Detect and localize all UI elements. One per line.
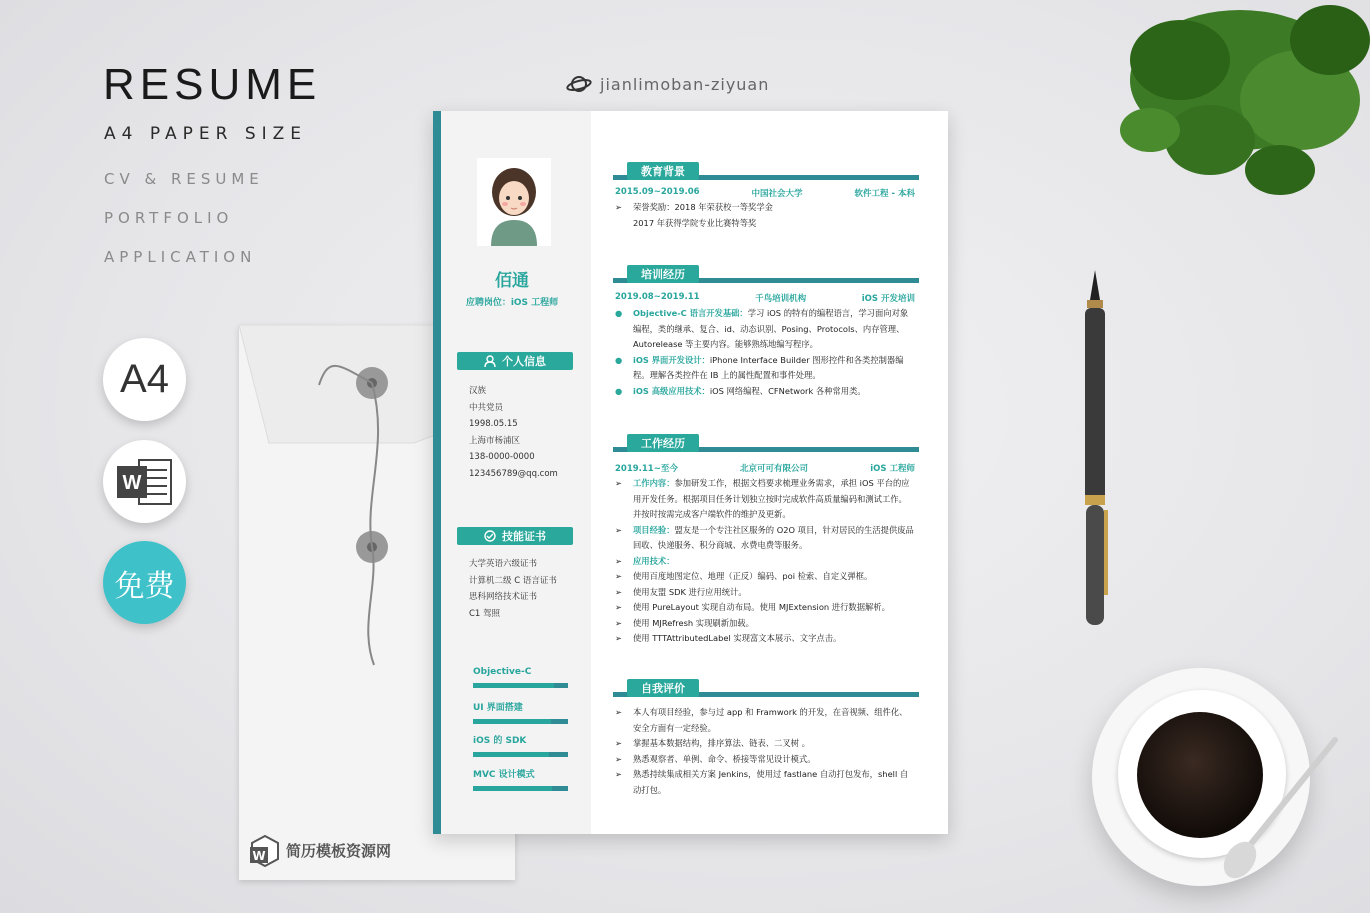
- personal-item: 汉族: [469, 386, 487, 396]
- watermark-text: jianlimoban-ziyuan: [600, 74, 770, 94]
- self-eval-title: 自我评价: [627, 679, 699, 697]
- work-body: [615, 476, 915, 647]
- line-label: 应用技术：: [633, 555, 675, 566]
- bullet-marker: ➢: [615, 617, 622, 628]
- skill-bar: [473, 719, 568, 724]
- line-label: 工作内容：: [633, 478, 675, 488]
- cert-item: C1 驾照: [469, 608, 501, 619]
- resume-line: [615, 736, 915, 752]
- watermark: [566, 73, 769, 95]
- certs-title: 技能证书: [502, 530, 546, 543]
- bullet-marker: ➢: [615, 769, 622, 779]
- line-body: [633, 476, 915, 523]
- word-logo-icon: [248, 833, 282, 867]
- envelope-logo-text: 简历模板资源网: [286, 841, 392, 860]
- line-text: 使用 PureLayout 实现自动布局。使用 MJExtension 进行数据解析。: [633, 602, 890, 612]
- promo-tag: PORTFOLIO: [104, 209, 234, 227]
- work-heading: [613, 434, 919, 454]
- cert-item: 大学英语六级证书: [469, 559, 538, 569]
- line-body: [633, 569, 872, 585]
- resume-line: [615, 767, 915, 798]
- line-text: 熟悉持续集成相关方案 Jenkins，使用过 fastlane 自动打包发布，shell 自动打包。: [633, 769, 909, 795]
- sidebar-stripe: [433, 111, 441, 834]
- promo-tag: APPLICATION: [104, 248, 257, 266]
- line-text: 使用 TTTAttributedLabel 实现富文本展示、文字点击。: [633, 633, 842, 643]
- line-text: 本人有项目经验，参与过 app 和 Framwork 的开发，在音视频、组件化、安全方面有一定经验。: [633, 707, 908, 733]
- certs-heading: [457, 527, 573, 545]
- line-text: iOS 网络编程、CFNetwork 各种常用类。: [709, 385, 866, 396]
- certs-list: [469, 556, 557, 622]
- resume-line: [615, 585, 915, 601]
- training-heading: [613, 265, 919, 285]
- bullet-marker: ➢: [615, 478, 622, 488]
- skill-item: [473, 733, 568, 757]
- resume-sidebar: [433, 111, 591, 834]
- training-course: iOS 开发培训: [861, 294, 915, 304]
- skill-name: Objective-C: [473, 667, 532, 677]
- line-body: [633, 631, 841, 647]
- resume-line: [615, 705, 915, 736]
- training-meta: [615, 292, 915, 304]
- bullet-marker: ●: [615, 385, 623, 396]
- work-meta: [615, 462, 915, 474]
- line-text: 熟悉观察者、单例、命令、桥接等常见设计模式。: [633, 753, 816, 764]
- envelope-logo: [248, 833, 391, 867]
- bullet-marker: ➢: [615, 738, 622, 748]
- line-body: [633, 384, 866, 400]
- education-body: [615, 200, 915, 231]
- skill-item: [473, 667, 568, 688]
- personal-item: 中共党员: [469, 402, 504, 413]
- line-body: [633, 523, 915, 554]
- resume-line: [615, 616, 915, 632]
- line-text: 使用友盟 SDK 进行应用统计。: [633, 586, 747, 597]
- bullet-marker: ➢: [615, 202, 622, 212]
- planet-icon: [566, 73, 592, 95]
- resume-line: [615, 600, 915, 616]
- personal-info-list: [469, 383, 558, 482]
- resume-line: [615, 523, 915, 554]
- line-text: 掌握基本数据结构，排序算法、链表、二叉树 。: [633, 738, 810, 748]
- user-icon: [484, 355, 496, 367]
- self-eval-body: [615, 705, 915, 798]
- skill-bar: [473, 752, 568, 757]
- education-major: 软件工程 - 本科: [854, 189, 915, 199]
- line-body: [633, 767, 915, 798]
- resume-line: [615, 306, 915, 353]
- resume-line: [615, 476, 915, 523]
- skill-bar: [473, 683, 568, 688]
- bullet-marker: ➢: [615, 524, 622, 535]
- work-title: 工作经历: [627, 434, 699, 452]
- a4-badge: A4: [103, 338, 186, 421]
- bullet-marker: ➢: [615, 555, 622, 566]
- line-body: [633, 752, 816, 768]
- line-body: [633, 705, 915, 736]
- bullet-marker: ●: [615, 354, 623, 365]
- badge-icon: [484, 530, 496, 542]
- line-label: iOS 高级应用技术：: [633, 385, 710, 396]
- line-text: 参加研发工作，根据文档要求梳理业务需求，承担 iOS 平台的应用开发任务。根据项目任务计划独立按时完成软件高质量编码和测试工作。并按时按需完成客户端软件的维护及更新。: [633, 478, 910, 519]
- personal-item: 123456789@qq.com: [469, 468, 558, 479]
- line-body: [633, 736, 810, 752]
- line-body: [633, 306, 915, 353]
- line-text: 盟友是一个专注社区服务的 O2O 项目，针对居民的生活提供废品回收、快递服务、积分商城、水费电费等服务。: [633, 524, 914, 550]
- free-badge: 免费: [103, 541, 186, 624]
- self-eval-heading: [613, 679, 919, 699]
- line-text: 荣誉奖励：2018 年荣获校一等奖学金: [633, 202, 773, 212]
- cert-item: 计算机二级 C 语言证书: [469, 575, 557, 586]
- personal-info-title: 个人信息: [502, 355, 546, 368]
- bullet-marker: ●: [615, 308, 623, 318]
- word-icon: [115, 456, 175, 508]
- candidate-name: 佰通: [495, 271, 529, 291]
- resume-line: [615, 569, 915, 585]
- word-badge: [103, 440, 186, 523]
- line-body: [633, 600, 890, 616]
- line-body: [633, 616, 754, 632]
- bullet-marker: ➢: [615, 571, 622, 581]
- cert-item: 思科网络技术证书: [469, 592, 538, 602]
- education-heading: [613, 162, 919, 182]
- skill-name: MVC 设计模式: [473, 770, 535, 780]
- education-meta: [615, 187, 915, 199]
- work-role: iOS 工程师: [870, 464, 915, 474]
- personal-item: 上海市杨浦区: [469, 435, 521, 446]
- resume-line: [615, 200, 915, 216]
- bullet-marker: ➢: [615, 633, 622, 643]
- training-body: [615, 306, 915, 399]
- training-date: 2019.08~2019.11: [615, 292, 700, 302]
- resume-line: [615, 353, 915, 384]
- education-title: 教育背景: [627, 162, 699, 180]
- work-company: 北京可可有限公司: [740, 464, 809, 474]
- avatar-illustration: [477, 158, 551, 246]
- resume-line: [615, 554, 915, 570]
- line-body: [633, 200, 773, 216]
- resume-line: [615, 752, 915, 768]
- line-label: Objective-C 语言开发基础：: [633, 308, 748, 318]
- resume-main: [591, 111, 948, 834]
- education-date: 2015.09~2019.06: [615, 187, 700, 197]
- skill-name: iOS 的 SDK: [473, 736, 527, 746]
- skill-item: [473, 767, 568, 791]
- bullet-marker: ➢: [615, 753, 622, 764]
- line-label: iOS 界面开发设计：: [633, 354, 710, 365]
- training-org: 千鸟培训机构: [755, 294, 807, 304]
- line-text: iPhone Interface Builder 图形控件和各类控制器编程。理解各类控件在 IB 上的属性配置和事件处理。: [633, 354, 904, 380]
- resume-paper: [433, 111, 948, 834]
- bullet-marker: ➢: [615, 707, 622, 717]
- fountain-pen: [1078, 270, 1112, 635]
- line-body: [633, 585, 747, 601]
- skill-bar: [473, 786, 568, 791]
- plant-decoration: [1090, 0, 1370, 215]
- line-body: [633, 554, 675, 570]
- personal-item: 138-0000-0000: [469, 452, 535, 462]
- bullet-marker: [615, 216, 633, 232]
- bullet-marker: ➢: [615, 602, 622, 612]
- skill-item: [473, 700, 568, 724]
- line-label: 项目经验：: [633, 524, 675, 535]
- line-text: 2017 年获得学院专业比赛特等奖: [633, 217, 757, 228]
- resume-line: [615, 631, 915, 647]
- resume-line: [615, 216, 915, 232]
- personal-info-heading: [457, 352, 573, 370]
- bullet-marker: ➢: [615, 586, 622, 597]
- candidate-job: 应聘岗位：iOS 工程师: [465, 298, 559, 308]
- line-body: [633, 353, 915, 384]
- promo-title: RESUME: [103, 60, 322, 109]
- work-date: 2019.11~至今: [615, 464, 678, 474]
- line-text: 使用 MJRefresh 实现刷新加载。: [633, 617, 754, 628]
- promo-subtitle: A4 PAPER SIZE: [104, 124, 308, 144]
- svg-text:W: W: [252, 849, 266, 863]
- skill-name: UI 界面搭建: [473, 703, 523, 713]
- spoon: [1210, 730, 1350, 880]
- education-school: 中国社会大学: [751, 189, 803, 199]
- resume-line: [615, 384, 915, 400]
- training-title: 培训经历: [627, 265, 699, 283]
- line-text: 使用百度地图定位、地理（正反）编码、poi 检索、自定义弹框。: [633, 571, 873, 581]
- personal-item: 1998.05.15: [469, 419, 518, 429]
- promo-tag: CV & RESUME: [104, 170, 264, 188]
- line-body: [633, 216, 756, 232]
- line-text: 学习 iOS 的特有的编程语言，学习面向对象编程，类的继承、复合、id、动态识别、Posing、Protocols、内存管理、Autorelease 等主要内容。能够熟练地编写程序。: [633, 308, 909, 349]
- svg-text:W: W: [122, 471, 141, 494]
